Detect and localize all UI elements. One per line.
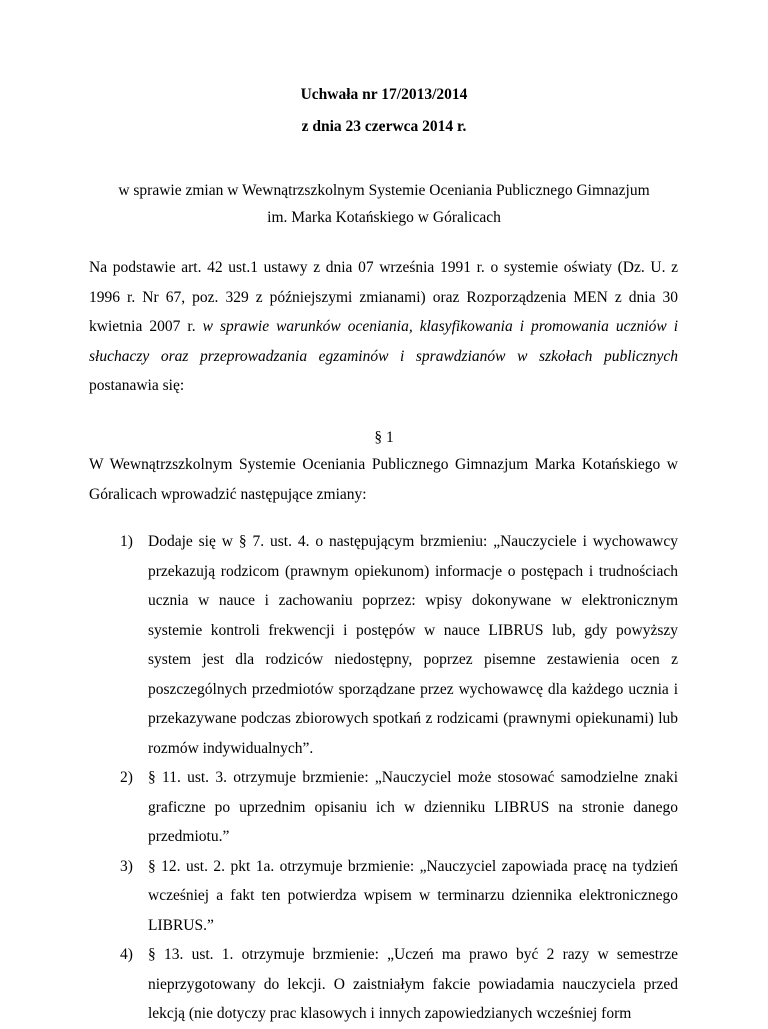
section-mark: § 1 xyxy=(374,429,394,446)
list-item xyxy=(120,940,678,1029)
list-item-text: § 13. ust. 1. otrzymuje brzmienie: „Uczeń ma prawo być 2 razy w semestrze nieprzygotowany do lekcji. O zaistniałym fakcie powiadamia nauczyciela przed lekcją (nie dotyczy prac klasowych i innych zapowiedzianych wcześniej form xyxy=(148,946,678,1022)
resolution-date: z dnia 23 czerwca 2014 r. xyxy=(301,118,467,135)
subject-line-1: w sprawie zmian w Wewnątrzszkolnym Systemie Oceniania Publicznego Gimnazjum xyxy=(118,182,650,199)
list-item-text: Dodaje się w § 7. ust. 4. o następującym brzmieniu: „Nauczyciele i wychowawcy przekazują rodzicom (prawnym opiekunom) informacje o postępach i trudnościach ucznia w nauce i zachowaniu poprzez: wpisy dokonywane w elektronicznym systemie kontroli frekwencji i postępów w nauce LIBRUS lub, gdy powyższy system jest dla rodziców niedostępny, poprzez pisemne zestawienia ocen z poszczególnych przedmiotów sporządzane przez wychowawcę dla każdego ucznia i przekazywane podczas zbiorowych spotkań z rodzicami (prawnymi opiekunami) lub rozmów indywidualnych”. xyxy=(148,533,678,757)
list-item-number: 2) xyxy=(120,769,133,786)
subject-line-2: im. Marka Kotańskiego w Góralicach xyxy=(267,209,501,226)
resolution-title: Uchwała nr 17/2013/2014 xyxy=(300,86,468,103)
list-item xyxy=(120,763,678,852)
list-item-text: § 11. ust. 3. otrzymuje brzmienie: „Nauczyciel może stosować samodzielne znaki graficzne po uprzednim opisaniu ich w dzienniku LIBRUS na stronie danego przedmiotu.” xyxy=(148,769,678,845)
list-item-number: 3) xyxy=(120,857,133,875)
list-item-number: 1) xyxy=(120,533,133,550)
preamble-paragraph xyxy=(89,253,678,401)
preamble-text: Na podstawie art. 42 ust.1 ustawy z dnia 07 września 1991 r. o systemie oświaty (Dz. U. z 1996 r. Nr 67, poz. 329 z późniejszymi zmianami) oraz Rozporządzenia MEN z dnia 30 kwietnia 2007 r. xyxy=(89,259,678,335)
section-intro: W Wewnątrzszkolnym Systemie Oceniania Publicznego Gimnazjum Marka Kotańskiego w Góralicach wprowadzić następujące zmiany: xyxy=(89,456,678,503)
preamble-closing-text: postanawia się: xyxy=(89,377,185,394)
list-item xyxy=(120,527,678,763)
list-item-number: 4) xyxy=(120,946,133,963)
amendments-list xyxy=(120,527,678,1029)
list-item xyxy=(120,852,678,941)
preamble-italic-text: w sprawie warunków oceniania, klasyfikowania i promowania uczniów i słuchaczy oraz przeprowadzania egzaminów i sprawdzianów w szkołach publicznych xyxy=(89,318,678,365)
list-item-text: § 12. ust. 2. pkt 1a. otrzymuje brzmienie: „Nauczyciel zapowiada pracę na tydzień wcześniej a fakt ten potwierdza wpisem w terminarzu dziennika elektronicznego LIBRUS.” xyxy=(148,857,678,934)
